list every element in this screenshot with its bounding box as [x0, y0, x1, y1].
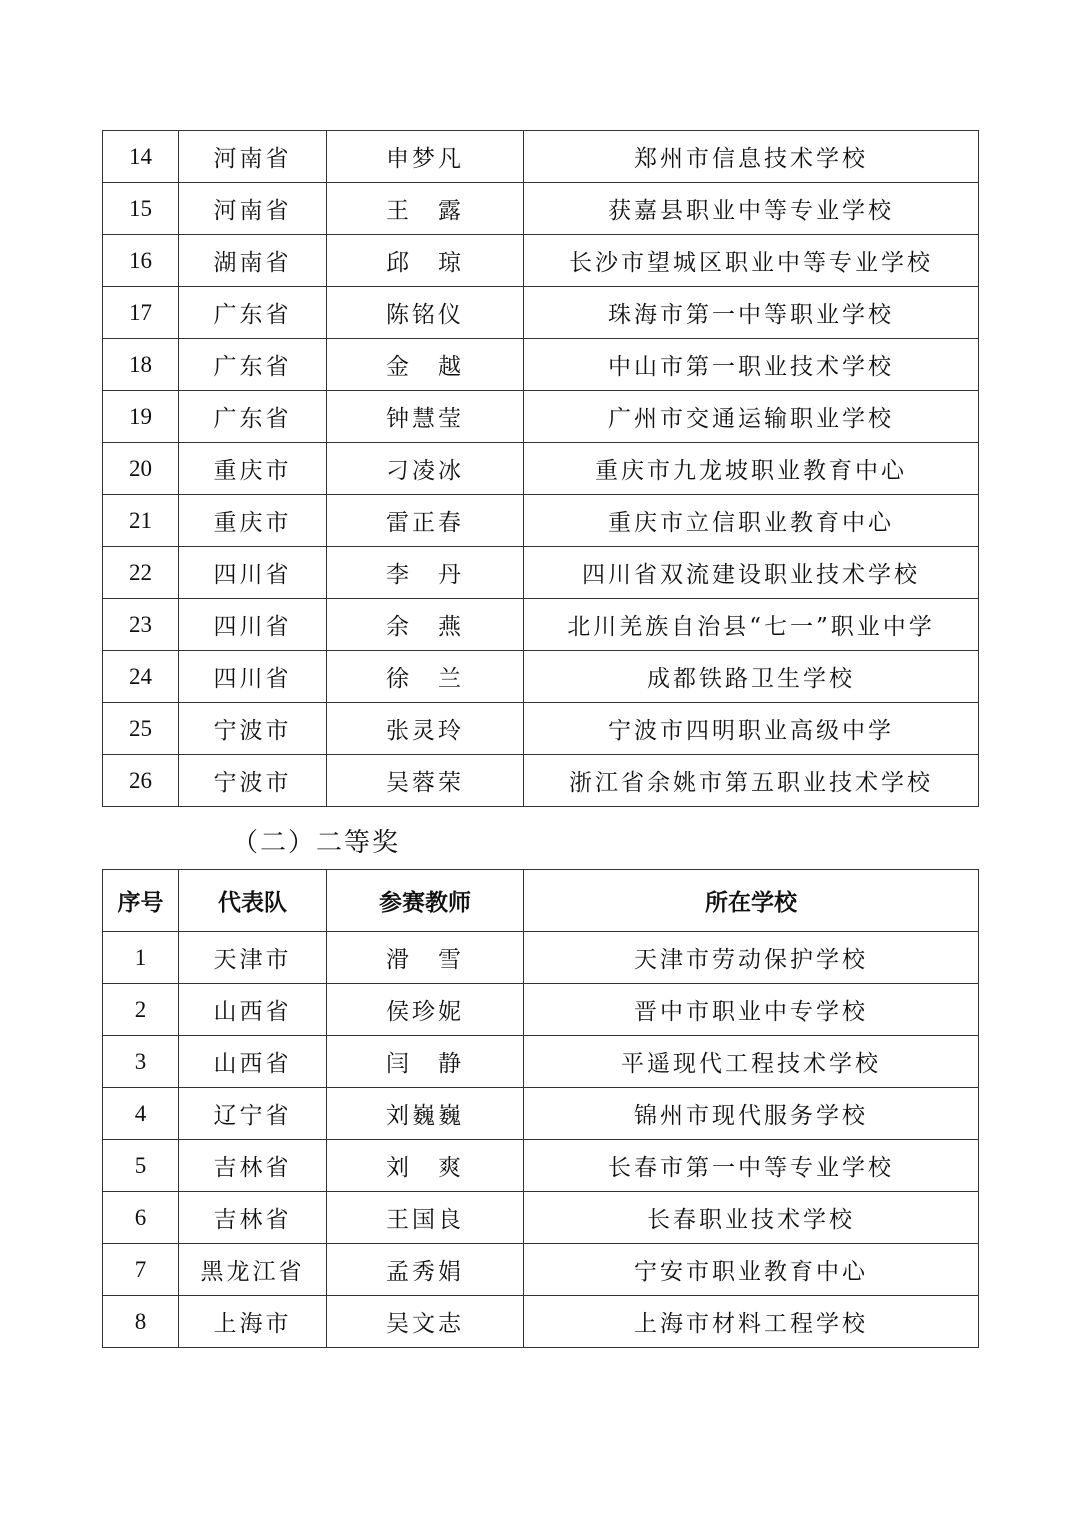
cell-team: 四川省	[179, 599, 327, 651]
cell-teacher: 侯珍妮	[327, 984, 524, 1036]
cell-index: 19	[103, 391, 179, 443]
cell-school: 长沙市望城区职业中等专业学校	[524, 235, 979, 287]
cell-team: 辽宁省	[179, 1088, 327, 1140]
table-row	[103, 1244, 979, 1296]
table-row	[103, 1036, 979, 1088]
cell-team: 宁波市	[179, 755, 327, 807]
cell-index: 24	[103, 651, 179, 703]
cell-index: 15	[103, 183, 179, 235]
cell-index: 26	[103, 755, 179, 807]
cell-school: 四川省双流建设职业技术学校	[524, 547, 979, 599]
cell-index: 22	[103, 547, 179, 599]
cell-teacher: 王国良	[327, 1192, 524, 1244]
cell-index: 17	[103, 287, 179, 339]
cell-index: 18	[103, 339, 179, 391]
table-row	[103, 131, 979, 183]
table-row	[103, 755, 979, 807]
cell-teacher: 申梦凡	[327, 131, 524, 183]
cell-index: 21	[103, 495, 179, 547]
table-row	[103, 443, 979, 495]
cell-team: 四川省	[179, 651, 327, 703]
cell-school: 锦州市现代服务学校	[524, 1088, 979, 1140]
cell-teacher: 滑 雪	[327, 932, 524, 984]
cell-school: 浙江省余姚市第五职业技术学校	[524, 755, 979, 807]
cell-school: 宁安市职业教育中心	[524, 1244, 979, 1296]
cell-school: 长春市第一中等专业学校	[524, 1140, 979, 1192]
cell-teacher: 陈铭仪	[327, 287, 524, 339]
cell-team: 广东省	[179, 391, 327, 443]
cell-teacher: 张灵玲	[327, 703, 524, 755]
cell-team: 广东省	[179, 287, 327, 339]
cell-index: 20	[103, 443, 179, 495]
cell-team: 四川省	[179, 547, 327, 599]
cell-index: 14	[103, 131, 179, 183]
cell-team: 吉林省	[179, 1192, 327, 1244]
cell-teacher: 吴蓉荣	[327, 755, 524, 807]
cell-team: 吉林省	[179, 1140, 327, 1192]
cell-school: 平遥现代工程技术学校	[524, 1036, 979, 1088]
cell-teacher: 雷正春	[327, 495, 524, 547]
table-row	[103, 495, 979, 547]
header-teacher: 参赛教师	[327, 870, 524, 932]
cell-team: 山西省	[179, 1036, 327, 1088]
table-row	[103, 703, 979, 755]
table-header-row	[103, 870, 979, 932]
cell-index: 2	[103, 984, 179, 1036]
cell-team: 广东省	[179, 339, 327, 391]
table-row	[103, 651, 979, 703]
cell-school: 晋中市职业中专学校	[524, 984, 979, 1036]
cell-team: 河南省	[179, 131, 327, 183]
cell-team: 上海市	[179, 1296, 327, 1348]
cell-school: 郑州市信息技术学校	[524, 131, 979, 183]
table-row	[103, 339, 979, 391]
cell-index: 4	[103, 1088, 179, 1140]
table-row	[103, 235, 979, 287]
cell-index: 6	[103, 1192, 179, 1244]
cell-school: 长春职业技术学校	[524, 1192, 979, 1244]
cell-teacher: 余 燕	[327, 599, 524, 651]
cell-index: 23	[103, 599, 179, 651]
cell-school: 天津市劳动保护学校	[524, 932, 979, 984]
cell-team: 宁波市	[179, 703, 327, 755]
table-row	[103, 1088, 979, 1140]
cell-teacher: 吴文志	[327, 1296, 524, 1348]
table-row	[103, 932, 979, 984]
cell-school: 重庆市九龙坡职业教育中心	[524, 443, 979, 495]
table-row	[103, 183, 979, 235]
cell-school: 中山市第一职业技术学校	[524, 339, 979, 391]
cell-team: 重庆市	[179, 443, 327, 495]
cell-index: 1	[103, 932, 179, 984]
header-team: 代表队	[179, 870, 327, 932]
cell-index: 8	[103, 1296, 179, 1348]
table-row	[103, 547, 979, 599]
table-row	[103, 1140, 979, 1192]
cell-teacher: 钟慧莹	[327, 391, 524, 443]
cell-team: 河南省	[179, 183, 327, 235]
cell-index: 25	[103, 703, 179, 755]
cell-index: 3	[103, 1036, 179, 1088]
cell-school: 获嘉县职业中等专业学校	[524, 183, 979, 235]
cell-teacher: 徐 兰	[327, 651, 524, 703]
cell-teacher: 李 丹	[327, 547, 524, 599]
cell-teacher: 刘 爽	[327, 1140, 524, 1192]
header-school: 所在学校	[524, 870, 979, 932]
cell-school: 上海市材料工程学校	[524, 1296, 979, 1348]
cell-teacher: 金 越	[327, 339, 524, 391]
cell-team: 山西省	[179, 984, 327, 1036]
table-row	[103, 391, 979, 443]
table-row	[103, 1296, 979, 1348]
table-row	[103, 599, 979, 651]
cell-team: 黑龙江省	[179, 1244, 327, 1296]
cell-school: 珠海市第一中等职业学校	[524, 287, 979, 339]
cell-teacher: 孟秀娟	[327, 1244, 524, 1296]
cell-school: 重庆市立信职业教育中心	[524, 495, 979, 547]
cell-team: 天津市	[179, 932, 327, 984]
cell-school: 广州市交通运输职业学校	[524, 391, 979, 443]
cell-teacher: 刘巍巍	[327, 1088, 524, 1140]
cell-teacher: 王 露	[327, 183, 524, 235]
cell-school: 宁波市四明职业高级中学	[524, 703, 979, 755]
cell-team: 重庆市	[179, 495, 327, 547]
first-prize-table-continued	[102, 130, 979, 807]
header-index: 序号	[103, 870, 179, 932]
cell-school: 成都铁路卫生学校	[524, 651, 979, 703]
cell-index: 16	[103, 235, 179, 287]
cell-team: 湖南省	[179, 235, 327, 287]
table-row	[103, 984, 979, 1036]
second-prize-table	[102, 869, 979, 1348]
section-heading-second-prize: （二）二等奖	[232, 828, 401, 858]
cell-index: 5	[103, 1140, 179, 1192]
cell-teacher: 邱 琼	[327, 235, 524, 287]
cell-school: 北川羌族自治县“七一”职业中学	[524, 599, 979, 651]
table-row	[103, 287, 979, 339]
cell-teacher: 刁凌冰	[327, 443, 524, 495]
cell-index: 7	[103, 1244, 179, 1296]
cell-teacher: 闫 静	[327, 1036, 524, 1088]
table-row	[103, 1192, 979, 1244]
